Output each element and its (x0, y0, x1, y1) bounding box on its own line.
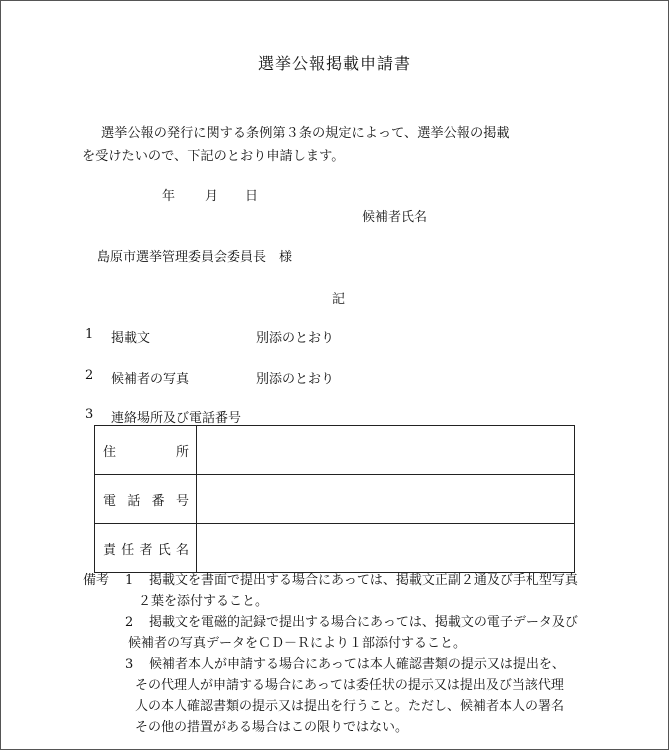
intro-line-2: を受けたいので、下記のとおり申請します。 (82, 149, 345, 164)
responsible-label-char: 氏 (157, 542, 171, 558)
contact-row-responsible (95, 524, 575, 573)
item-1-label: 掲載文 (111, 331, 151, 346)
date-day-label: 日 (245, 189, 259, 204)
phone-label-char: 番 (151, 493, 165, 509)
responsible-label (95, 539, 196, 558)
note-1-line-2: ２葉を添付すること。 (138, 594, 269, 609)
address-label-char: 住 (103, 444, 117, 460)
address-label-cell (95, 426, 197, 475)
note-1-number: 1 (125, 573, 134, 588)
date-year-label: 年 (162, 189, 176, 204)
note-2-number: 2 (125, 615, 134, 630)
applicant-name-label: 候補者氏名 (362, 210, 428, 225)
contact-row-phone (95, 475, 575, 524)
note-3-line-3: 人の本人確認書類の提示又は提出を行うこと。ただし、候補者本人の署名 (135, 699, 565, 714)
responsible-value-cell[interactable] (197, 524, 575, 573)
ki-heading: 記 (332, 292, 346, 307)
address-label (95, 441, 196, 460)
phone-value-cell[interactable] (197, 475, 575, 524)
responsible-label-char: 任 (121, 542, 135, 558)
responsible-label-cell (95, 524, 197, 573)
contact-row-address (95, 426, 575, 475)
note-1-line-1: 掲載文を書面で提出する場合にあっては、掲載文正副２通及び手札型写真 (149, 573, 578, 588)
document-title: 選挙公報掲載申請書 (257, 54, 411, 73)
contact-info-table (94, 425, 575, 573)
responsible-label-char: 責 (103, 542, 117, 558)
note-3-line-1: 候補者本人が申請する場合にあっては本人確認書類の提示又は提出を、 (149, 657, 565, 672)
item-1-number: 1 (85, 327, 94, 342)
note-2-line-2: 候補者の写真データをＣＤ－Ｒにより１部添付すること。 (128, 636, 467, 651)
addressee: 島原市選挙管理委員会委員長 様 (97, 250, 293, 265)
intro-paragraph (82, 122, 602, 168)
note-3-line-2: その代理人が申請する場合にあっては委任状の提示又は提出及び当該代理 (135, 678, 564, 693)
item-2-value: 別添のとおり (256, 372, 335, 387)
item-3-number: 3 (85, 407, 94, 422)
phone-label-cell (95, 475, 197, 524)
phone-label (95, 490, 196, 509)
item-2-number: 2 (85, 368, 94, 383)
phone-label-char: 号 (175, 493, 189, 509)
responsible-label-char: 名 (175, 542, 189, 558)
note-3-number: 3 (125, 657, 134, 672)
address-value-cell[interactable] (197, 426, 575, 475)
item-2-label: 候補者の写真 (111, 372, 190, 387)
intro-line-1: 選挙公報の発行に関する条例第３条の規定によって、選挙公報の掲載 (101, 126, 510, 141)
date-month-label: 月 (205, 189, 219, 204)
note-2-line-1: 掲載文を電磁的記録で提出する場合にあっては、掲載文の電子データ及び (149, 615, 578, 630)
address-label-char: 所 (175, 444, 189, 460)
responsible-label-char: 者 (139, 542, 153, 558)
notes-header: 備考 (83, 573, 110, 588)
note-3-line-4: その他の措置がある場合はこの限りではない。 (135, 720, 409, 735)
item-3-label: 連絡場所及び電話番号 (111, 411, 242, 426)
phone-label-char: 電 (103, 493, 117, 509)
item-1-value: 別添のとおり (256, 331, 335, 346)
phone-label-char: 話 (127, 493, 141, 509)
